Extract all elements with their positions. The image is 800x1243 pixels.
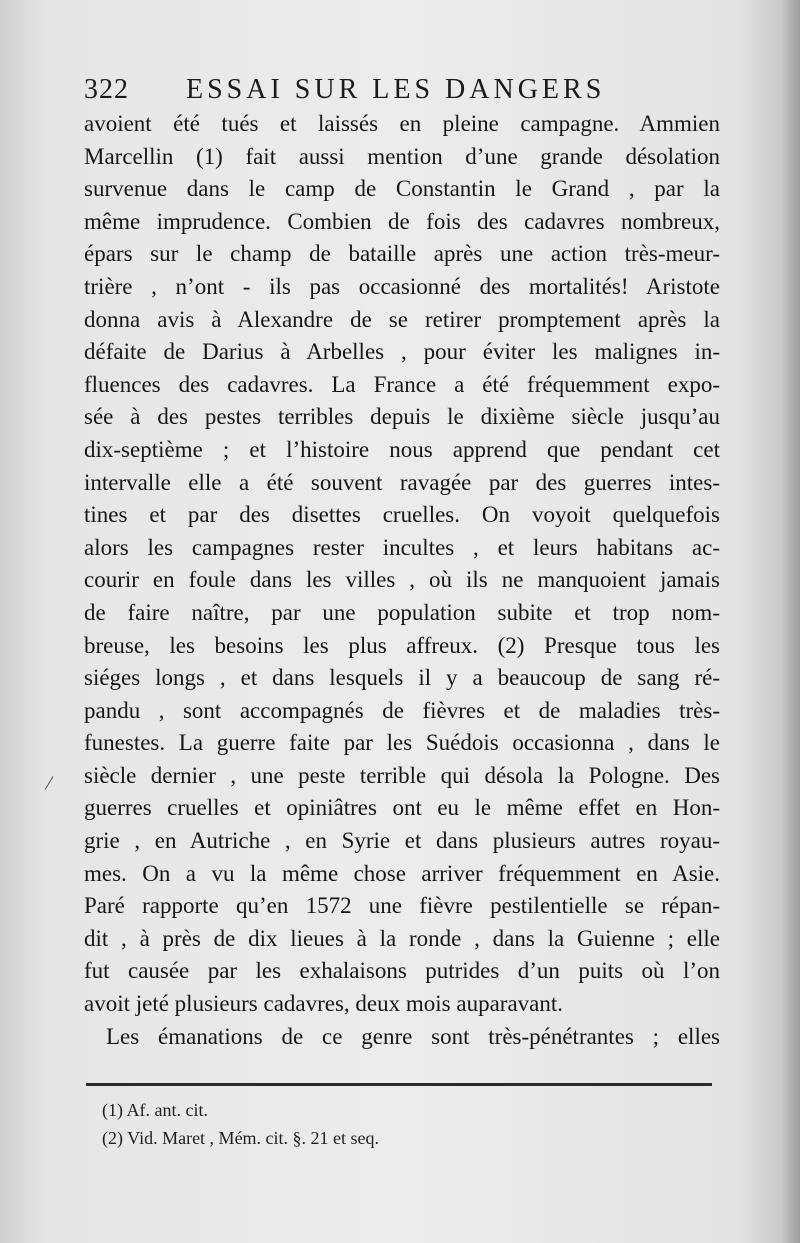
text-line: Marcellin (1) fait aussi mention d’une grande désolation (84, 143, 720, 169)
text-line: fluences des cadavres. La France a été fréquemment expo- (84, 371, 720, 397)
text-line: guerres cruelles et opiniâtres ont eu le même effet en Hon- (84, 795, 720, 821)
text-line: dix-septième ; et l’histoire nous apprend que pendant cet (84, 436, 720, 462)
text-line: grie , en Autriche , en Syrie et dans plusieurs autres royau- (84, 828, 720, 854)
text-line: funestes. La guerre faite par les Suédois occasionna , dans le (84, 730, 720, 756)
page-number: 322 (84, 74, 129, 105)
footnote-rule (86, 1083, 712, 1086)
margin-mark: / (43, 769, 55, 796)
text-line: avoient été tués et laissés en pleine campagne. Ammien (84, 111, 720, 136)
text-line: défaite de Darius à Arbelles , pour éviter les malignes in- (84, 339, 720, 365)
text-line: siéges longs , et dans lesquels il y a beaucoup de sang ré- (84, 665, 720, 691)
text-line: dit , à près de dix lieues à la ronde , dans la Guienne ; elle (84, 925, 720, 951)
text-line: Les émanations de ce genre sont très-pénétrantes ; elles (106, 1023, 720, 1049)
footnote: (2) Vid. Maret , Mém. cit. §. 21 et seq. (102, 1128, 380, 1148)
running-title: ESSAI SUR LES DANGERS (186, 74, 606, 105)
text-line: même imprudence. Combien de fois des cadavres nombreux, (84, 208, 720, 234)
text-line: courir en foule dans les villes , où ils ne manquoient jamais (84, 567, 720, 593)
text-line: avoit jeté plusieurs cadavres, deux mois auparavant. (84, 991, 564, 1017)
text-line: trière , n’ont - ils pas occasionné des mortalités! Aristote (84, 273, 720, 299)
text-line: épars sur le champ de bataille après une action très-meur- (84, 241, 720, 267)
text-line: pandu , sont accompagnés de fièvres et de maladies très- (84, 697, 720, 723)
text-line: de faire naître, par une population subite et trop nom- (84, 599, 720, 625)
text-line: donna avis à Alexandre de se retirer promptement après la (84, 306, 720, 332)
text-line: mes. On a vu la même chose arriver fréquemment en Asie. (84, 860, 720, 886)
footnotes (102, 1096, 702, 1152)
text-line: breuse, les besoins les plus affreux. (2) Presque tous les (84, 632, 720, 658)
text-line: sée à des pestes terribles depuis le dixième siècle jusqu’au (84, 404, 720, 430)
text-line: Paré rapporte qu’en 1572 une fièvre pestilentielle se répan- (84, 893, 720, 919)
text-line: fut causée par les exhalaisons putrides d’un puits où l’on (84, 958, 720, 984)
text-line: survenue dans le camp de Constantin le Grand , par la (84, 176, 720, 202)
text-line: alors les campagnes rester incultes , et leurs habitans ac- (84, 534, 720, 560)
text-line: tines et par des disettes cruelles. On voyoit quelquefois (84, 502, 720, 528)
text-line: intervalle elle a été souvent ravagée par des guerres intes- (84, 469, 720, 495)
page-header (84, 70, 724, 110)
body-text (84, 108, 720, 1053)
text-line: siècle dernier , une peste terrible qui désola la Pologne. Des (84, 762, 720, 788)
footnote: (1) Af. ant. cit. (102, 1100, 208, 1120)
